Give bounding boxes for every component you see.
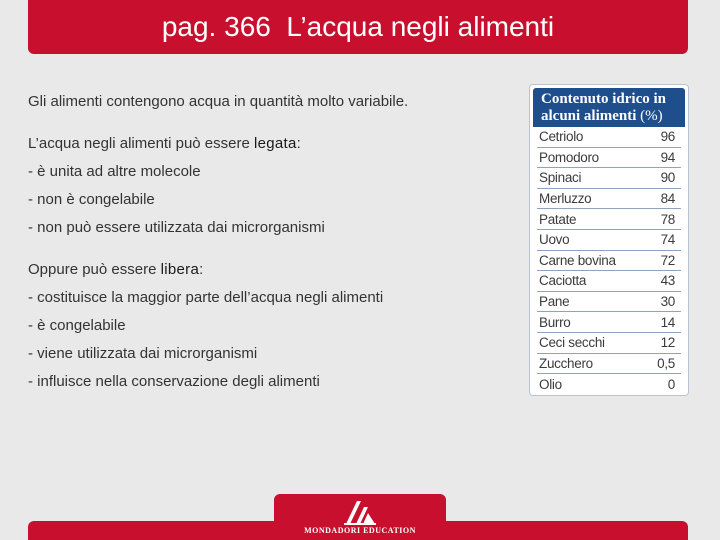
water-value: 84 xyxy=(660,191,675,207)
bound-suffix: : xyxy=(296,135,301,152)
table-row xyxy=(537,127,681,148)
logo-text: MONDADORI EDUCATION xyxy=(304,526,416,535)
water-value: 94 xyxy=(660,149,675,165)
food-name: Ceci secchi xyxy=(539,335,605,351)
water-value: 74 xyxy=(660,232,675,248)
food-name: Pomodoro xyxy=(539,149,599,165)
bound-keyword: legata xyxy=(253,135,297,152)
free-prefix: Oppure può essere xyxy=(28,261,161,278)
table-row xyxy=(537,374,681,395)
free-water-heading xyxy=(28,260,508,280)
food-name: Pane xyxy=(539,294,570,310)
free-keyword: libera xyxy=(160,261,200,278)
page-title: pag. 366 L’acqua negli alimenti xyxy=(161,11,555,42)
water-value: 72 xyxy=(660,252,675,268)
table-row xyxy=(537,230,681,251)
bound-water-heading xyxy=(28,134,508,154)
water-value: 0 xyxy=(667,376,675,392)
bound-prefix: L’acqua negli alimenti può essere xyxy=(28,135,254,152)
food-name: Olio xyxy=(539,376,562,392)
food-name: Uovo xyxy=(539,232,570,248)
free-item: - costituisce la maggior parte dell’acqua negli alimenti xyxy=(28,289,384,306)
bound-item: - non può essere utilizzata dai microrganismi xyxy=(28,219,325,236)
table-row xyxy=(537,209,681,230)
free-item: - viene utilizzata dai microrganismi xyxy=(28,345,258,362)
food-name: Burro xyxy=(539,314,571,330)
water-value: 43 xyxy=(660,273,675,289)
intro-paragraph: Gli alimenti contengono acqua in quantità molto variabile. xyxy=(28,93,409,110)
water-content-table xyxy=(529,84,689,396)
water-value: 96 xyxy=(660,129,675,145)
table-title-text: alcuni alimenti xyxy=(541,108,637,124)
mondadori-logo-icon xyxy=(342,499,378,525)
table-rows xyxy=(537,127,681,395)
table-row xyxy=(537,189,681,210)
table-unit: (%) xyxy=(640,108,663,124)
food-name: Carne bovina xyxy=(539,252,616,268)
table-row xyxy=(537,292,681,313)
water-value: 78 xyxy=(660,211,675,227)
table-row xyxy=(537,251,681,272)
food-name: Merluzzo xyxy=(539,191,592,207)
bound-item: - non è congelabile xyxy=(28,191,155,208)
water-value: 90 xyxy=(660,170,675,186)
main-text xyxy=(28,92,508,392)
table-row xyxy=(537,271,681,292)
free-item: - è congelabile xyxy=(28,317,126,334)
food-name: Zucchero xyxy=(539,355,593,371)
food-name: Caciotta xyxy=(539,273,587,289)
table-row xyxy=(537,312,681,333)
table-title-line1: Contenuto idrico in xyxy=(541,91,667,107)
food-name: Cetriolo xyxy=(539,129,584,145)
food-name: Spinaci xyxy=(539,170,582,186)
bound-item: - è unita ad altre molecole xyxy=(28,163,201,180)
table-row xyxy=(537,148,681,169)
food-name: Patate xyxy=(539,211,577,227)
publisher-logo xyxy=(274,494,446,540)
free-item: - influisce nella conservazione degli alimenti xyxy=(28,373,320,390)
water-value: 14 xyxy=(660,314,675,330)
table-title-line2 xyxy=(541,108,685,125)
table-row xyxy=(537,333,681,354)
free-suffix: : xyxy=(199,261,204,278)
water-value: 30 xyxy=(660,294,675,310)
table-header xyxy=(533,88,685,127)
table-row xyxy=(537,354,681,375)
title-bar xyxy=(28,0,688,54)
table-row xyxy=(537,168,681,189)
water-value: 0,5 xyxy=(657,355,675,371)
water-value: 12 xyxy=(660,335,675,351)
